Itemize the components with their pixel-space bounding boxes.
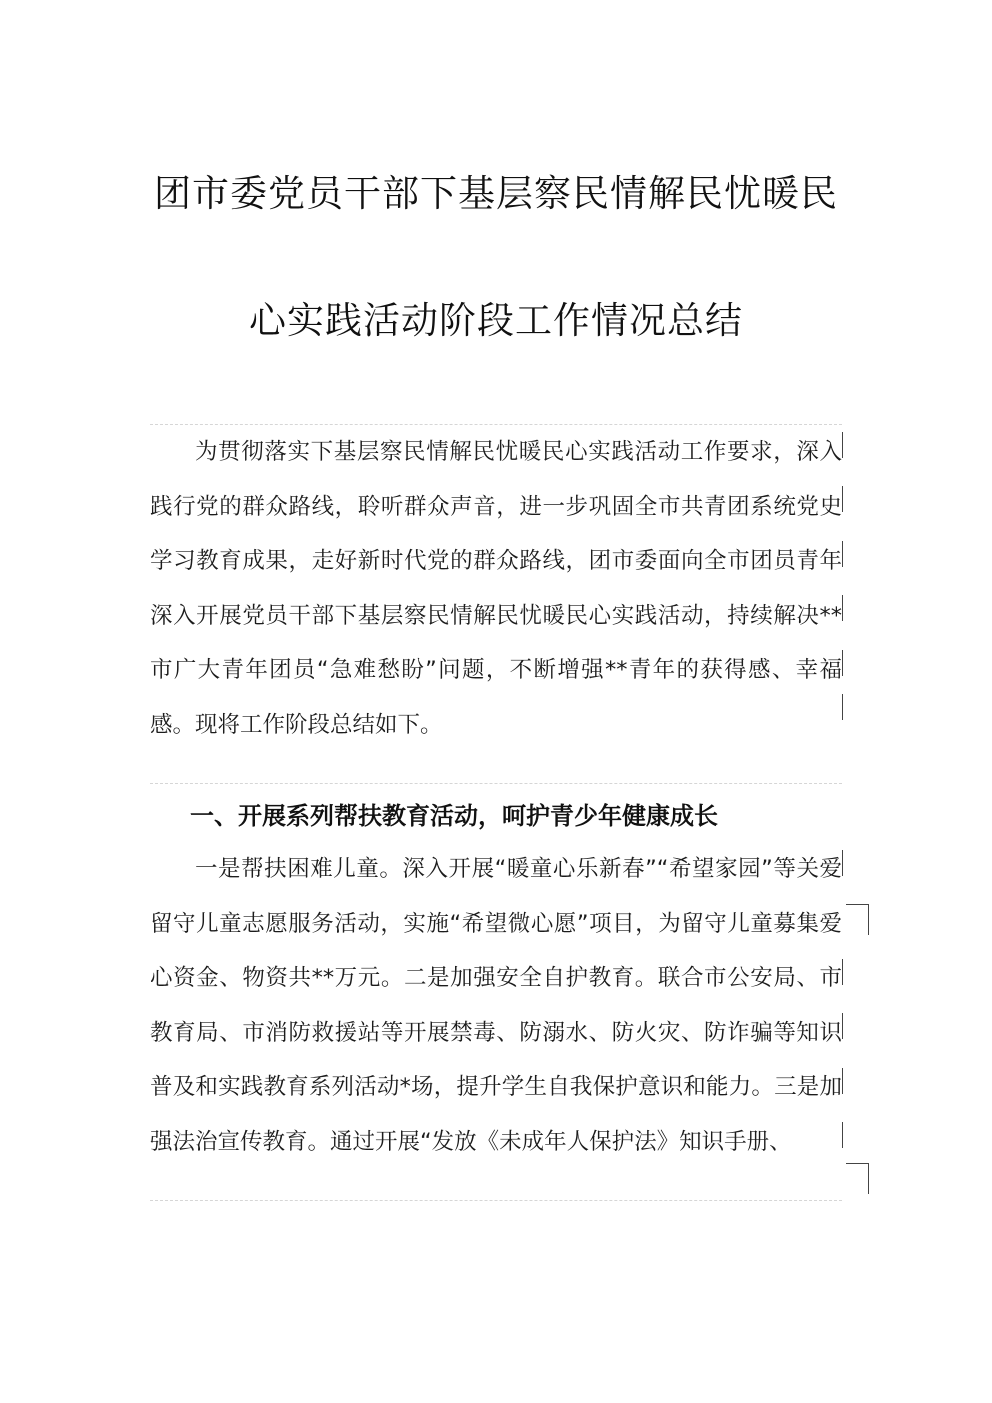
- section-1-heading: 一、开展系列帮扶教育活动，呵护青少年健康成长: [190, 802, 718, 830]
- line-mark: [842, 959, 843, 985]
- line-mark: [842, 432, 843, 458]
- line-mark: [842, 850, 843, 876]
- line-mark: [842, 486, 843, 512]
- line-mark: [842, 650, 843, 676]
- document-title-line-2: 心实践活动阶段工作情况总结: [249, 299, 743, 342]
- line-mark: [842, 1068, 843, 1094]
- line-corner-mark: [846, 1163, 869, 1194]
- line-mark: [842, 694, 843, 720]
- line-mark: [842, 1013, 843, 1039]
- line-mark: [842, 541, 843, 567]
- line-mark: [842, 595, 843, 621]
- line-mark: [842, 1122, 843, 1148]
- intro-paragraph: 为贯彻落实下基层察民情解民忧暖民心实践活动工作要求，深入践行党的群众路线，聆听群众声音，进一步巩固全市共青团系统党史学习教育成果，走好新时代党的群众路线，团市委面向全市团员青年深入开展党员干部下基层察民情解民忧暖民心实践活动，持续解决**市广大青年团员“急难愁盼”问题，不断增强**青年的获得感、幸福感。现将工作阶段总结如下。: [150, 424, 842, 784]
- line-corner-mark: [846, 904, 869, 935]
- document-title-line-1: 团市委党员干部下基层察民情解民忧暖民: [154, 172, 838, 215]
- section-1-body: 一是帮扶困难儿童。深入开展“暖童心乐新春”“希望家园”等关爱留守儿童志愿服务活动，实施“希望微心愿”项目，为留守儿童募集爱心资金、物资共**万元。二是加强安全自护教育。联合市公安局、市教育局、市消防救援站等开展禁毒、防溺水、防火灾、防诈骗等知识普及和实践教育系列活动*场，提升学生自我保护意识和能力。三是加强法治宣传教育。通过开展“发放《未成年人保护法》知识手册、: [150, 842, 842, 1201]
